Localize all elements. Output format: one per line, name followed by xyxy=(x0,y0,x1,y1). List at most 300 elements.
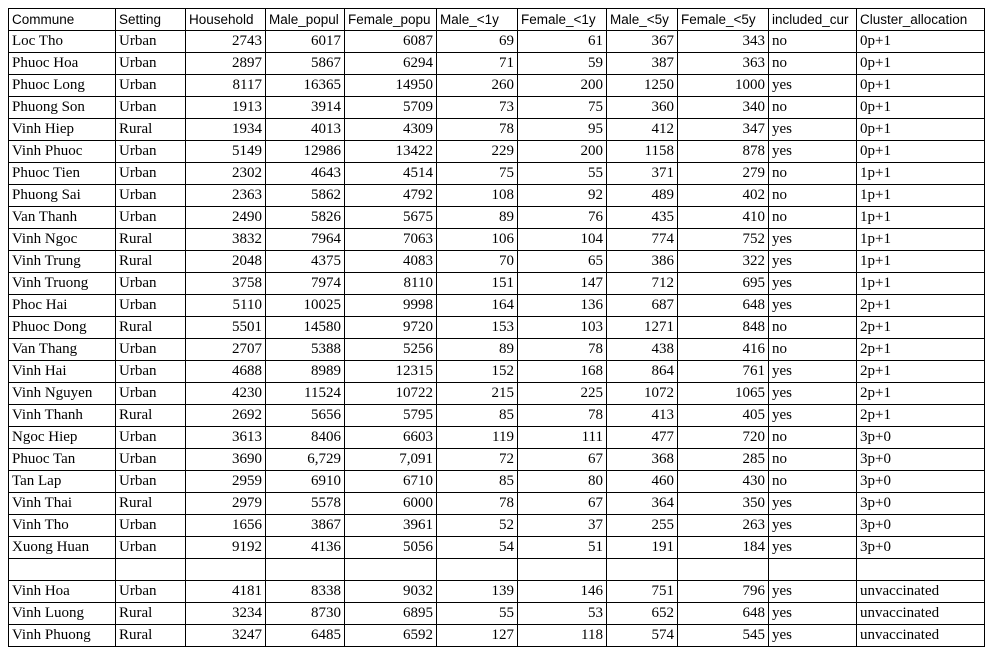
table-cell[interactable]: 368 xyxy=(607,449,678,471)
table-cell[interactable]: Phuong Sai xyxy=(9,185,116,207)
table-cell[interactable]: 164 xyxy=(437,295,518,317)
table-cell[interactable]: 340 xyxy=(678,97,769,119)
table-cell[interactable]: 4643 xyxy=(266,163,345,185)
table-cell[interactable]: 1934 xyxy=(186,119,266,141)
table-cell[interactable]: 200 xyxy=(518,141,607,163)
table-cell[interactable]: 8730 xyxy=(266,603,345,625)
table-cell[interactable]: Urban xyxy=(116,339,186,361)
table-cell[interactable]: 95 xyxy=(518,119,607,141)
table-cell[interactable]: 6294 xyxy=(345,53,437,75)
table-cell[interactable]: 89 xyxy=(437,339,518,361)
table-cell[interactable]: 89 xyxy=(437,207,518,229)
table-cell[interactable]: 0p+1 xyxy=(857,53,985,75)
table-cell[interactable]: yes xyxy=(769,603,857,625)
table-cell[interactable]: Van Thanh xyxy=(9,207,116,229)
table-cell[interactable]: no xyxy=(769,97,857,119)
table-cell[interactable]: Urban xyxy=(116,185,186,207)
column-header[interactable]: Male_<5y xyxy=(607,9,678,31)
table-cell[interactable]: 2p+1 xyxy=(857,405,985,427)
table-cell[interactable]: 367 xyxy=(607,31,678,53)
table-cell[interactable]: 72 xyxy=(437,449,518,471)
table-cell[interactable]: 168 xyxy=(518,361,607,383)
column-header[interactable]: Cluster_allocation xyxy=(857,9,985,31)
table-cell[interactable]: Loc Tho xyxy=(9,31,116,53)
table-cell[interactable] xyxy=(437,559,518,581)
table-cell[interactable]: 412 xyxy=(607,119,678,141)
table-cell[interactable]: 5149 xyxy=(186,141,266,163)
table-cell[interactable]: 5675 xyxy=(345,207,437,229)
table-cell[interactable]: 37 xyxy=(518,515,607,537)
table-cell[interactable]: Vinh Tho xyxy=(9,515,116,537)
table-cell[interactable]: 8110 xyxy=(345,273,437,295)
table-cell[interactable]: 6895 xyxy=(345,603,437,625)
table-cell[interactable]: 430 xyxy=(678,471,769,493)
table-cell[interactable]: 52 xyxy=(437,515,518,537)
table-cell[interactable]: 118 xyxy=(518,625,607,647)
table-cell[interactable]: 263 xyxy=(678,515,769,537)
table-cell[interactable]: 4688 xyxy=(186,361,266,383)
table-cell[interactable]: 1000 xyxy=(678,75,769,97)
table-cell[interactable]: Urban xyxy=(116,295,186,317)
column-header[interactable]: included_cur xyxy=(769,9,857,31)
table-cell[interactable]: 200 xyxy=(518,75,607,97)
table-cell[interactable]: 6485 xyxy=(266,625,345,647)
table-cell[interactable]: 1p+1 xyxy=(857,185,985,207)
table-cell[interactable]: 92 xyxy=(518,185,607,207)
table-cell[interactable]: 229 xyxy=(437,141,518,163)
table-cell[interactable]: 1p+1 xyxy=(857,273,985,295)
table-cell[interactable]: 2959 xyxy=(186,471,266,493)
table-cell[interactable]: 364 xyxy=(607,493,678,515)
table-cell[interactable]: Urban xyxy=(116,515,186,537)
table-cell[interactable]: yes xyxy=(769,251,857,273)
table-cell[interactable]: 147 xyxy=(518,273,607,295)
table-cell[interactable]: Urban xyxy=(116,471,186,493)
table-cell[interactable]: 489 xyxy=(607,185,678,207)
table-cell[interactable]: 3p+0 xyxy=(857,537,985,559)
table-cell[interactable]: 8117 xyxy=(186,75,266,97)
table-cell[interactable]: 1072 xyxy=(607,383,678,405)
table-cell[interactable]: no xyxy=(769,427,857,449)
table-cell[interactable]: 2707 xyxy=(186,339,266,361)
table-cell[interactable]: 279 xyxy=(678,163,769,185)
table-cell[interactable]: 9998 xyxy=(345,295,437,317)
table-cell[interactable]: 5110 xyxy=(186,295,266,317)
table-cell[interactable] xyxy=(607,559,678,581)
table-cell[interactable]: yes xyxy=(769,361,857,383)
column-header[interactable]: Male_<1y xyxy=(437,9,518,31)
table-cell[interactable]: 76 xyxy=(518,207,607,229)
table-cell[interactable]: 648 xyxy=(678,603,769,625)
table-cell[interactable]: Urban xyxy=(116,273,186,295)
table-cell[interactable]: 1656 xyxy=(186,515,266,537)
table-cell[interactable]: Vinh Phuoc xyxy=(9,141,116,163)
table-cell[interactable] xyxy=(9,559,116,581)
table-cell[interactable]: yes xyxy=(769,537,857,559)
table-cell[interactable]: Xuong Huan xyxy=(9,537,116,559)
table-cell[interactable]: Urban xyxy=(116,449,186,471)
table-cell[interactable]: 8406 xyxy=(266,427,345,449)
table-cell[interactable]: 104 xyxy=(518,229,607,251)
table-cell[interactable]: Urban xyxy=(116,361,186,383)
table-cell[interactable]: 6592 xyxy=(345,625,437,647)
table-cell[interactable]: 2363 xyxy=(186,185,266,207)
table-cell[interactable]: Urban xyxy=(116,383,186,405)
table-cell[interactable] xyxy=(116,559,186,581)
table-cell[interactable]: 4136 xyxy=(266,537,345,559)
table-cell[interactable]: 61 xyxy=(518,31,607,53)
table-cell[interactable]: 10722 xyxy=(345,383,437,405)
table-cell[interactable]: 2743 xyxy=(186,31,266,53)
table-cell[interactable]: 4013 xyxy=(266,119,345,141)
table-cell[interactable]: 16365 xyxy=(266,75,345,97)
table-cell[interactable]: yes xyxy=(769,493,857,515)
table-cell[interactable]: 796 xyxy=(678,581,769,603)
table-cell[interactable]: 350 xyxy=(678,493,769,515)
table-cell[interactable]: 12315 xyxy=(345,361,437,383)
table-cell[interactable]: yes xyxy=(769,229,857,251)
table-cell[interactable]: Vinh Nguyen xyxy=(9,383,116,405)
table-cell[interactable]: Urban xyxy=(116,141,186,163)
table-cell[interactable]: 4309 xyxy=(345,119,437,141)
table-cell[interactable]: 1250 xyxy=(607,75,678,97)
table-cell[interactable]: 151 xyxy=(437,273,518,295)
table-cell[interactable]: 322 xyxy=(678,251,769,273)
table-cell[interactable]: 3234 xyxy=(186,603,266,625)
table-cell[interactable]: 215 xyxy=(437,383,518,405)
table-cell[interactable]: 55 xyxy=(437,603,518,625)
table-cell[interactable]: 78 xyxy=(518,339,607,361)
table-cell[interactable]: no xyxy=(769,185,857,207)
table-cell[interactable]: 6,729 xyxy=(266,449,345,471)
table-cell[interactable]: Phoc Hai xyxy=(9,295,116,317)
table-cell[interactable]: 2p+1 xyxy=(857,295,985,317)
table-cell[interactable]: 386 xyxy=(607,251,678,273)
table-cell[interactable]: 80 xyxy=(518,471,607,493)
table-cell[interactable]: no xyxy=(769,31,857,53)
table-cell[interactable]: 0p+1 xyxy=(857,31,985,53)
table-cell[interactable]: 2692 xyxy=(186,405,266,427)
table-cell[interactable]: 5578 xyxy=(266,493,345,515)
table-cell[interactable]: 108 xyxy=(437,185,518,207)
table-cell[interactable]: 5862 xyxy=(266,185,345,207)
table-cell[interactable]: 139 xyxy=(437,581,518,603)
table-cell[interactable]: 5388 xyxy=(266,339,345,361)
table-cell[interactable]: 152 xyxy=(437,361,518,383)
table-cell[interactable]: 477 xyxy=(607,427,678,449)
table-cell[interactable]: 55 xyxy=(518,163,607,185)
table-cell[interactable]: Urban xyxy=(116,537,186,559)
table-cell[interactable]: 260 xyxy=(437,75,518,97)
table-cell[interactable] xyxy=(769,559,857,581)
table-cell[interactable]: Rural xyxy=(116,603,186,625)
table-cell[interactable]: yes xyxy=(769,625,857,647)
table-cell[interactable]: 4375 xyxy=(266,251,345,273)
table-cell[interactable]: yes xyxy=(769,405,857,427)
table-cell[interactable]: 6000 xyxy=(345,493,437,515)
table-cell[interactable] xyxy=(857,559,985,581)
table-cell[interactable]: 111 xyxy=(518,427,607,449)
table-cell[interactable]: 3867 xyxy=(266,515,345,537)
table-cell[interactable]: 387 xyxy=(607,53,678,75)
table-cell[interactable]: 3914 xyxy=(266,97,345,119)
table-cell[interactable]: 75 xyxy=(437,163,518,185)
table-cell[interactable]: 191 xyxy=(607,537,678,559)
table-cell[interactable]: 6910 xyxy=(266,471,345,493)
table-cell[interactable]: 0p+1 xyxy=(857,119,985,141)
table-cell[interactable]: Vinh Hoa xyxy=(9,581,116,603)
table-cell[interactable]: 2302 xyxy=(186,163,266,185)
table-cell[interactable]: Ngoc Hiep xyxy=(9,427,116,449)
table-cell[interactable]: 405 xyxy=(678,405,769,427)
table-cell[interactable]: 5826 xyxy=(266,207,345,229)
table-cell[interactable]: Vinh Hiep xyxy=(9,119,116,141)
table-cell[interactable]: 2979 xyxy=(186,493,266,515)
table-cell[interactable]: 2490 xyxy=(186,207,266,229)
table-cell[interactable]: 6017 xyxy=(266,31,345,53)
table-cell[interactable]: Van Thang xyxy=(9,339,116,361)
table-cell[interactable]: 2p+1 xyxy=(857,383,985,405)
table-cell[interactable]: 3p+0 xyxy=(857,471,985,493)
table-cell[interactable]: 1p+1 xyxy=(857,229,985,251)
table-cell[interactable]: 574 xyxy=(607,625,678,647)
table-cell[interactable]: 0p+1 xyxy=(857,97,985,119)
table-cell[interactable]: 54 xyxy=(437,537,518,559)
table-cell[interactable]: 3961 xyxy=(345,515,437,537)
table-cell[interactable]: 8989 xyxy=(266,361,345,383)
table-cell[interactable]: 3p+0 xyxy=(857,449,985,471)
table-cell[interactable]: Vinh Phuong xyxy=(9,625,116,647)
table-cell[interactable]: 14950 xyxy=(345,75,437,97)
table-cell[interactable]: yes xyxy=(769,295,857,317)
table-cell[interactable]: 413 xyxy=(607,405,678,427)
table-cell[interactable]: yes xyxy=(769,119,857,141)
table-cell[interactable]: 4083 xyxy=(345,251,437,273)
table-cell[interactable]: 752 xyxy=(678,229,769,251)
table-cell[interactable]: no xyxy=(769,317,857,339)
table-cell[interactable]: 3247 xyxy=(186,625,266,647)
table-cell[interactable]: yes xyxy=(769,581,857,603)
table-cell[interactable]: 712 xyxy=(607,273,678,295)
table-cell[interactable]: 73 xyxy=(437,97,518,119)
table-cell[interactable]: 2048 xyxy=(186,251,266,273)
table-cell[interactable]: unvaccinated xyxy=(857,625,985,647)
table-cell[interactable]: 7974 xyxy=(266,273,345,295)
table-cell[interactable]: 3758 xyxy=(186,273,266,295)
table-cell[interactable]: 78 xyxy=(437,119,518,141)
table-cell[interactable]: 106 xyxy=(437,229,518,251)
table-cell[interactable]: 343 xyxy=(678,31,769,53)
table-cell[interactable]: 2897 xyxy=(186,53,266,75)
table-cell[interactable]: Urban xyxy=(116,53,186,75)
table-cell[interactable]: 1271 xyxy=(607,317,678,339)
table-cell[interactable]: Rural xyxy=(116,493,186,515)
table-cell[interactable]: yes xyxy=(769,75,857,97)
table-cell[interactable]: 59 xyxy=(518,53,607,75)
table-cell[interactable]: Vinh Thanh xyxy=(9,405,116,427)
table-cell[interactable]: 360 xyxy=(607,97,678,119)
table-cell[interactable]: 9032 xyxy=(345,581,437,603)
column-header[interactable]: Female_<1y xyxy=(518,9,607,31)
table-cell[interactable]: 78 xyxy=(518,405,607,427)
table-cell[interactable]: 4514 xyxy=(345,163,437,185)
table-cell[interactable]: 7964 xyxy=(266,229,345,251)
table-cell[interactable]: no xyxy=(769,163,857,185)
table-cell[interactable]: 687 xyxy=(607,295,678,317)
table-cell[interactable]: Vinh Thai xyxy=(9,493,116,515)
column-header[interactable]: Commune xyxy=(9,9,116,31)
table-cell[interactable]: 12986 xyxy=(266,141,345,163)
table-cell[interactable]: 70 xyxy=(437,251,518,273)
table-cell[interactable]: unvaccinated xyxy=(857,581,985,603)
table-cell[interactable]: 774 xyxy=(607,229,678,251)
table-cell[interactable]: 103 xyxy=(518,317,607,339)
table-cell[interactable]: Rural xyxy=(116,229,186,251)
table-cell[interactable]: 67 xyxy=(518,449,607,471)
table-cell[interactable]: 85 xyxy=(437,471,518,493)
table-cell[interactable]: 751 xyxy=(607,581,678,603)
table-cell[interactable]: no xyxy=(769,449,857,471)
table-cell[interactable]: 648 xyxy=(678,295,769,317)
table-cell[interactable]: 3p+0 xyxy=(857,515,985,537)
table-cell[interactable]: 652 xyxy=(607,603,678,625)
table-cell[interactable]: 119 xyxy=(437,427,518,449)
table-cell[interactable]: yes xyxy=(769,141,857,163)
table-cell[interactable]: Phuoc Long xyxy=(9,75,116,97)
table-cell[interactable]: 3613 xyxy=(186,427,266,449)
table-cell[interactable] xyxy=(266,559,345,581)
table-cell[interactable]: 7063 xyxy=(345,229,437,251)
table-cell[interactable]: yes xyxy=(769,515,857,537)
table-cell[interactable]: 5709 xyxy=(345,97,437,119)
table-cell[interactable]: 371 xyxy=(607,163,678,185)
column-header[interactable]: Female_popu xyxy=(345,9,437,31)
table-cell[interactable]: 761 xyxy=(678,361,769,383)
table-cell[interactable]: 10025 xyxy=(266,295,345,317)
table-cell[interactable]: 1158 xyxy=(607,141,678,163)
table-cell[interactable]: 4181 xyxy=(186,581,266,603)
table-cell[interactable]: unvaccinated xyxy=(857,603,985,625)
table-cell[interactable] xyxy=(186,559,266,581)
table-cell[interactable]: 75 xyxy=(518,97,607,119)
column-header[interactable]: Setting xyxy=(116,9,186,31)
table-cell[interactable]: Phuoc Hoa xyxy=(9,53,116,75)
table-cell[interactable]: 5056 xyxy=(345,537,437,559)
table-cell[interactable]: 146 xyxy=(518,581,607,603)
table-cell[interactable]: Vinh Truong xyxy=(9,273,116,295)
table-cell[interactable]: yes xyxy=(769,273,857,295)
table-cell[interactable]: Vinh Hai xyxy=(9,361,116,383)
table-cell[interactable]: 3832 xyxy=(186,229,266,251)
table-cell[interactable] xyxy=(678,559,769,581)
table-cell[interactable]: 3690 xyxy=(186,449,266,471)
table-cell[interactable]: Vinh Ngoc xyxy=(9,229,116,251)
column-header[interactable]: Male_popul xyxy=(266,9,345,31)
table-cell[interactable]: 435 xyxy=(607,207,678,229)
table-cell[interactable]: 1p+1 xyxy=(857,207,985,229)
table-cell[interactable]: Rural xyxy=(116,405,186,427)
table-cell[interactable]: Vinh Luong xyxy=(9,603,116,625)
table-cell[interactable]: Urban xyxy=(116,427,186,449)
table-cell[interactable]: 184 xyxy=(678,537,769,559)
table-cell[interactable]: 363 xyxy=(678,53,769,75)
table-cell[interactable]: Urban xyxy=(116,31,186,53)
table-cell[interactable]: 14580 xyxy=(266,317,345,339)
table-cell[interactable]: 6710 xyxy=(345,471,437,493)
table-cell[interactable]: 71 xyxy=(437,53,518,75)
table-cell[interactable]: Urban xyxy=(116,581,186,603)
table-cell[interactable]: 9720 xyxy=(345,317,437,339)
table-cell[interactable]: Vinh Trung xyxy=(9,251,116,273)
table-cell[interactable]: no xyxy=(769,339,857,361)
table-cell[interactable]: 848 xyxy=(678,317,769,339)
table-cell[interactable]: 3p+0 xyxy=(857,493,985,515)
table-cell[interactable]: 127 xyxy=(437,625,518,647)
table-cell[interactable]: Phuoc Dong xyxy=(9,317,116,339)
column-header[interactable]: Female_<5y xyxy=(678,9,769,31)
table-cell[interactable]: 1065 xyxy=(678,383,769,405)
table-cell[interactable]: 7,091 xyxy=(345,449,437,471)
table-cell[interactable]: 416 xyxy=(678,339,769,361)
table-cell[interactable]: 347 xyxy=(678,119,769,141)
table-cell[interactable]: 136 xyxy=(518,295,607,317)
table-cell[interactable]: yes xyxy=(769,383,857,405)
table-cell[interactable]: 545 xyxy=(678,625,769,647)
table-cell[interactable]: 460 xyxy=(607,471,678,493)
table-cell[interactable]: 864 xyxy=(607,361,678,383)
table-cell[interactable]: 51 xyxy=(518,537,607,559)
table-cell[interactable]: no xyxy=(769,471,857,493)
table-cell[interactable]: 255 xyxy=(607,515,678,537)
table-cell[interactable]: Phuoc Tien xyxy=(9,163,116,185)
table-cell[interactable]: Rural xyxy=(116,251,186,273)
table-cell[interactable]: 0p+1 xyxy=(857,141,985,163)
table-cell[interactable]: Urban xyxy=(116,75,186,97)
table-cell[interactable]: 1p+1 xyxy=(857,163,985,185)
table-cell[interactable]: Rural xyxy=(116,317,186,339)
table-cell[interactable]: 5501 xyxy=(186,317,266,339)
table-cell[interactable]: 65 xyxy=(518,251,607,273)
table-cell[interactable]: Urban xyxy=(116,207,186,229)
table-cell[interactable]: 410 xyxy=(678,207,769,229)
table-cell[interactable]: 4792 xyxy=(345,185,437,207)
table-cell[interactable]: 695 xyxy=(678,273,769,295)
table-cell[interactable]: 13422 xyxy=(345,141,437,163)
table-cell[interactable]: 225 xyxy=(518,383,607,405)
table-cell[interactable]: 5867 xyxy=(266,53,345,75)
table-cell[interactable]: 5256 xyxy=(345,339,437,361)
table-cell[interactable]: 2p+1 xyxy=(857,361,985,383)
table-cell[interactable]: 85 xyxy=(437,405,518,427)
table-cell[interactable]: Phuong Son xyxy=(9,97,116,119)
table-cell[interactable]: Urban xyxy=(116,163,186,185)
table-cell[interactable]: 78 xyxy=(437,493,518,515)
table-cell[interactable]: Phuoc Tan xyxy=(9,449,116,471)
table-cell[interactable]: 6603 xyxy=(345,427,437,449)
table-cell[interactable]: 720 xyxy=(678,427,769,449)
table-cell[interactable]: Tan Lap xyxy=(9,471,116,493)
table-cell[interactable]: 1p+1 xyxy=(857,251,985,273)
table-cell[interactable]: 6087 xyxy=(345,31,437,53)
table-cell[interactable]: no xyxy=(769,53,857,75)
table-cell[interactable]: no xyxy=(769,207,857,229)
table-cell[interactable]: Rural xyxy=(116,625,186,647)
table-cell[interactable]: 9192 xyxy=(186,537,266,559)
table-cell[interactable]: 53 xyxy=(518,603,607,625)
table-cell[interactable]: 8338 xyxy=(266,581,345,603)
table-cell[interactable]: 402 xyxy=(678,185,769,207)
table-cell[interactable]: 67 xyxy=(518,493,607,515)
